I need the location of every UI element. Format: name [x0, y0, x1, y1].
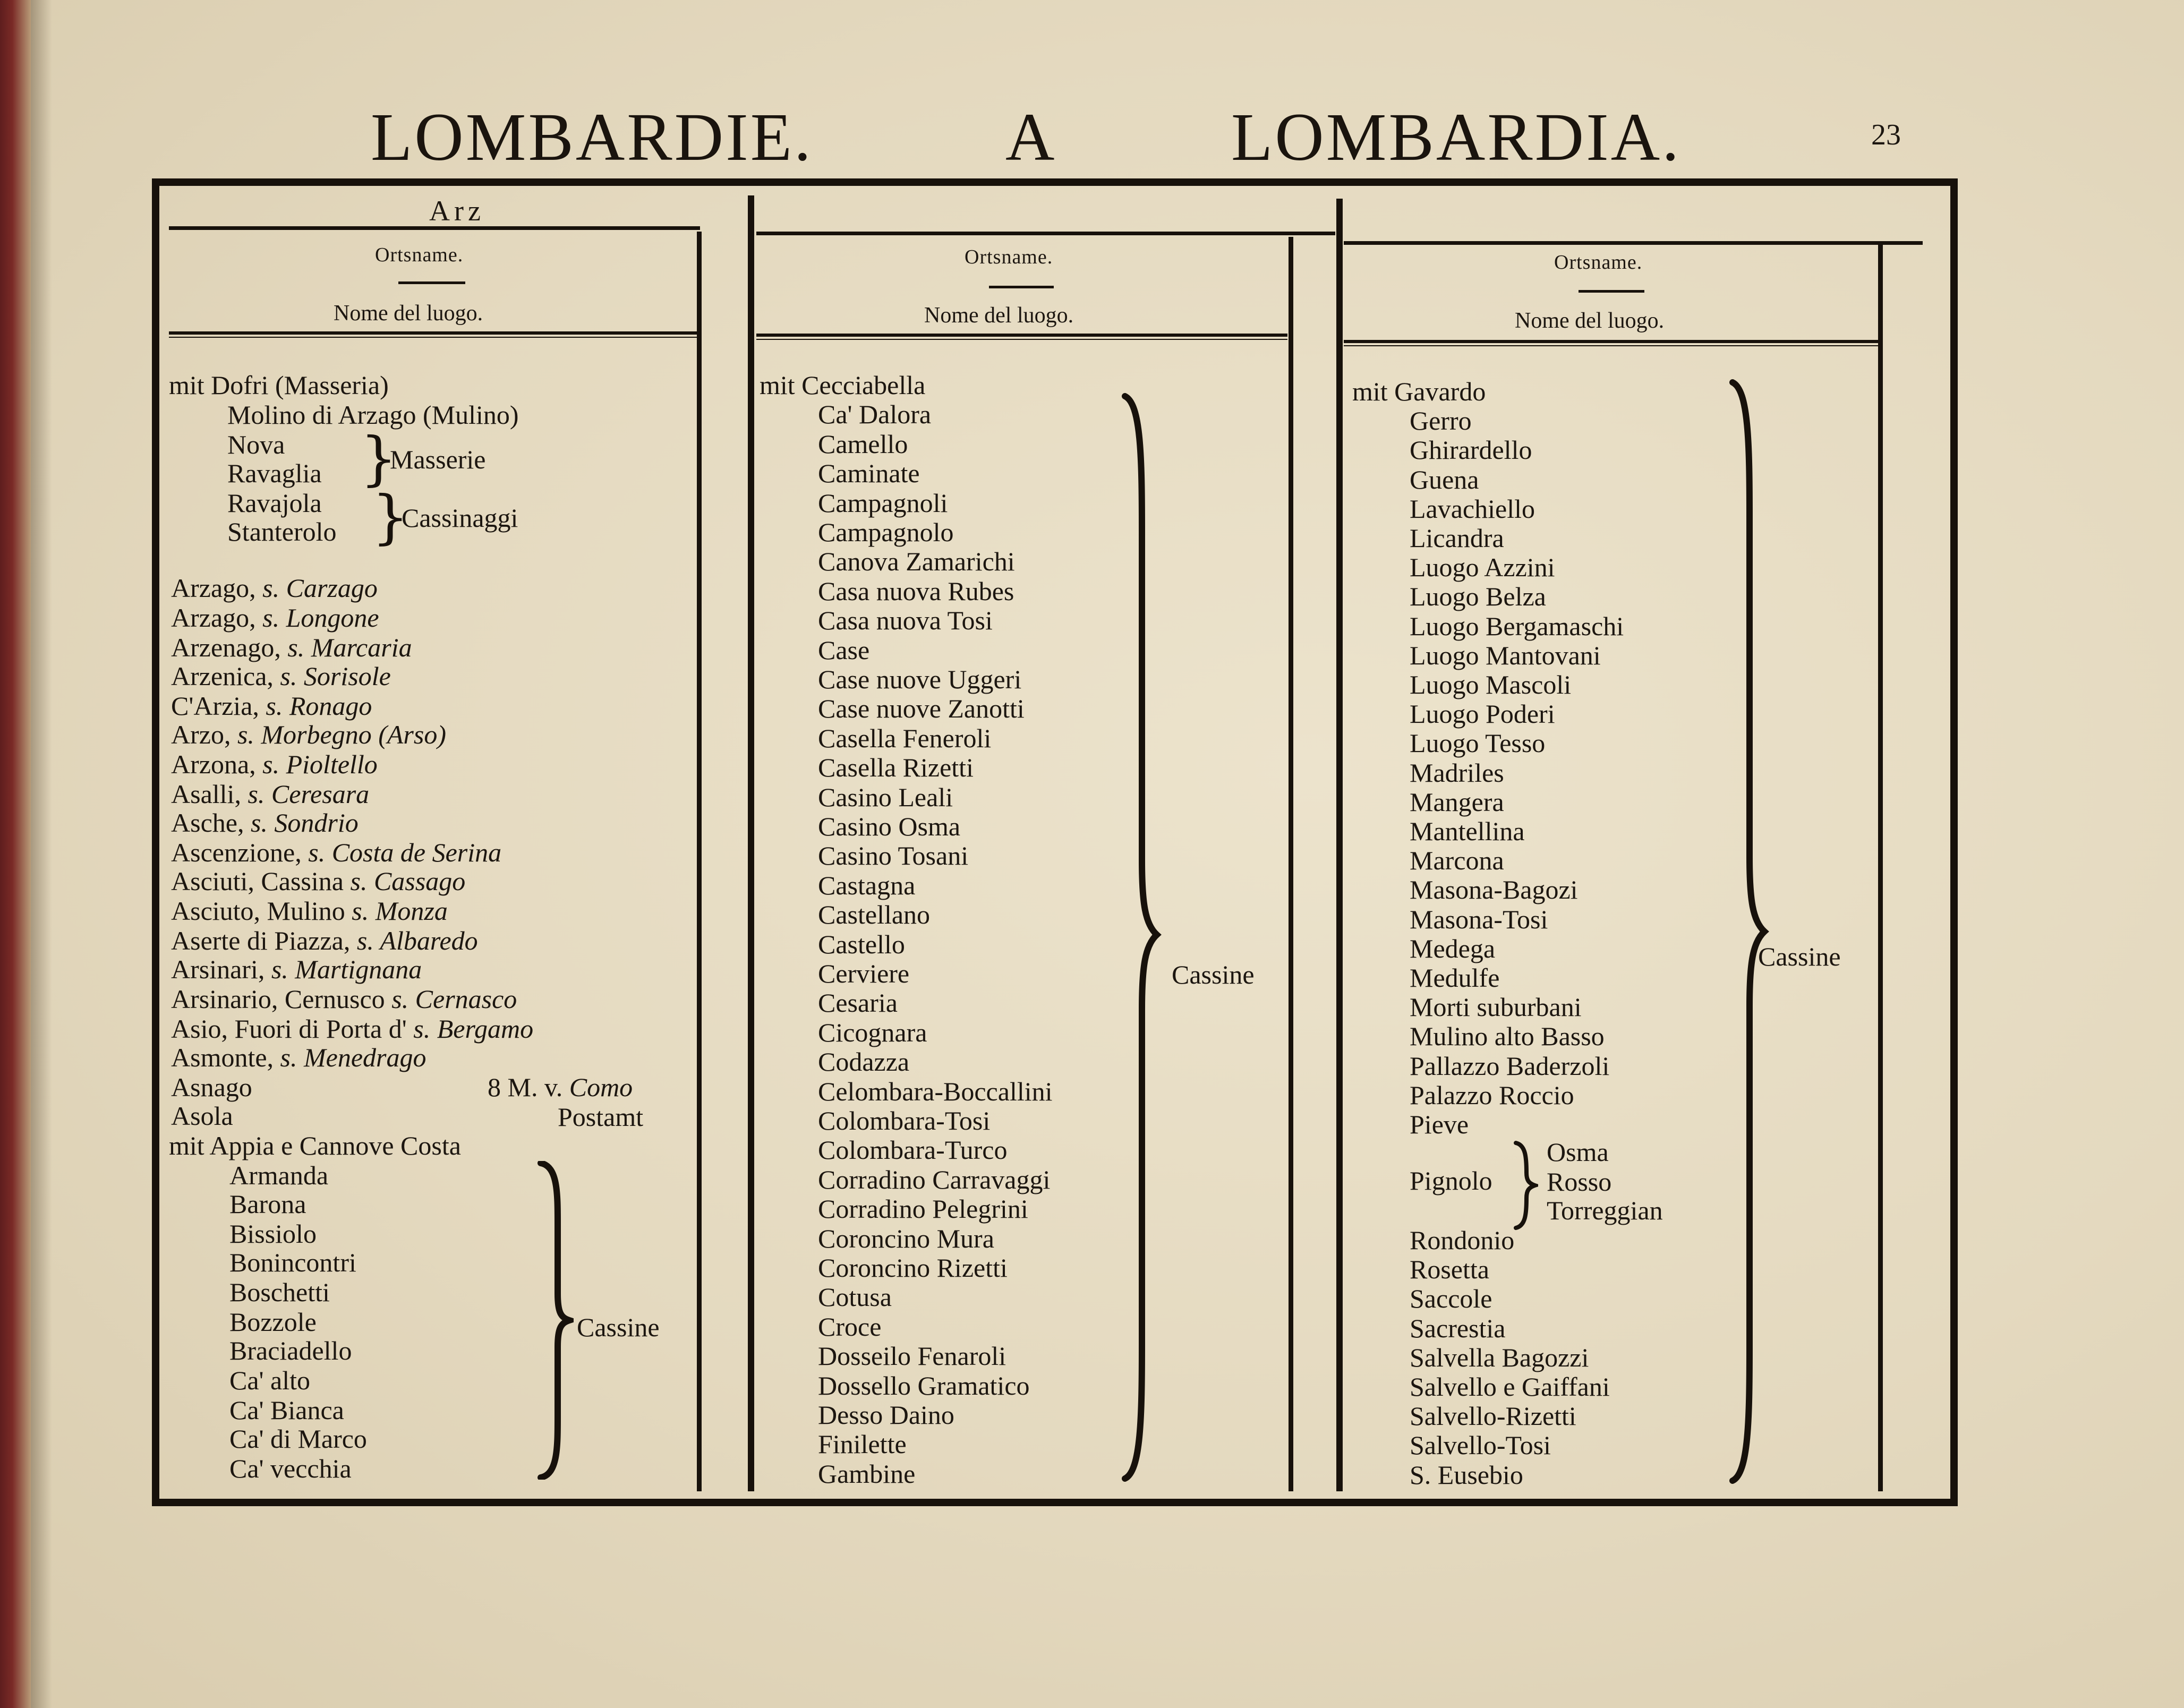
list-item: Coroncino Rizetti	[818, 1253, 1008, 1283]
list-item: Arzenica, s. Sorisole	[171, 661, 391, 691]
list-item: Casino Tosani	[818, 841, 969, 870]
list-item: Arzenago, s. Marcaria	[171, 633, 412, 662]
list-item: Asola	[171, 1101, 233, 1131]
list-item: Colombara-Tosi	[818, 1106, 991, 1135]
list-item: Asciuti, Cassina s. Cassago	[171, 866, 466, 896]
list-item: Ascenzione, s. Costa de Serina	[171, 838, 502, 867]
list-item: Asche, s. Sondrio	[171, 808, 359, 838]
list-item: Saccole	[1410, 1284, 1492, 1313]
list-item: Corradino Carravaggi	[818, 1165, 1051, 1194]
list-item: mit Dofri (Masseria)	[169, 370, 389, 400]
list-item: Asnago	[171, 1072, 252, 1102]
list-item: Bissiolo	[229, 1219, 317, 1249]
list-item: Dosseilo Fenaroli	[818, 1341, 1006, 1371]
list-item: Cicognara	[818, 1018, 927, 1047]
list-item: Croce	[818, 1312, 882, 1342]
list-item: Ca' di Marco	[229, 1424, 367, 1454]
list-item: Codazza	[818, 1047, 910, 1077]
list-item: Ca' vecchia	[229, 1454, 352, 1483]
list-item: Luogo Poderi	[1410, 699, 1555, 729]
list-item: Castello	[818, 929, 905, 959]
list-item: Arzago, s. Longone	[171, 603, 379, 633]
column-2-head-rule-bottom-2	[756, 339, 1287, 340]
list-item: Mangera	[1410, 787, 1504, 817]
running-head-right: LOMBARDIA.	[1231, 99, 1682, 175]
list-item: Molino di Arzago (Mulino)	[227, 400, 519, 430]
brace-icon	[536, 1161, 574, 1480]
list-item: Arzona, s. Pioltello	[171, 749, 378, 779]
list-item: C'Arzia, s. Ronago	[171, 691, 372, 721]
list-item: Armanda	[229, 1160, 329, 1190]
list-item: Gerro	[1410, 406, 1472, 435]
list-item: Aserte di Piazza, s. Albaredo	[171, 926, 478, 955]
list-item: Barona	[229, 1189, 306, 1219]
list-item: Cerviere	[818, 959, 910, 988]
list-item: Salvello-Tosi	[1410, 1430, 1551, 1460]
list-item: Braciadello	[229, 1336, 352, 1365]
column-divider-2	[1336, 199, 1343, 1491]
list-item: Casino Osma	[818, 812, 961, 841]
column-2-inner-rule	[1289, 237, 1293, 1491]
list-item: Pallazzo Baderzoli	[1410, 1051, 1610, 1081]
list-item: Lavachiello	[1410, 494, 1535, 524]
book-spine	[0, 0, 31, 1708]
list-item: Medega	[1410, 934, 1496, 963]
group-label: Cassinaggi	[402, 503, 518, 533]
list-item: Case	[818, 635, 870, 665]
column-3-head-rule-bottom-2	[1344, 345, 1878, 346]
list-item: Ravajola	[227, 488, 322, 518]
list-item: Asciuto, Mulino s. Monza	[171, 896, 448, 926]
column-3-heading-ortsname: Ortsname.	[1554, 251, 1643, 274]
column-2-heading-nome: Nome del luogo.	[924, 303, 1074, 328]
column-divider-1	[748, 195, 754, 1491]
column-1-head-rule-bottom-2	[169, 337, 700, 338]
group-label: Masserie	[390, 445, 486, 474]
brace-icon	[1120, 393, 1162, 1482]
list-item: Asalli, s. Ceresara	[171, 779, 370, 809]
list-item: Case nuove Uggeri	[818, 664, 1022, 694]
column-2-head-rule-top	[756, 232, 1335, 235]
list-item: Salvello e Gaiffani	[1410, 1372, 1610, 1402]
brace-icon	[1512, 1141, 1538, 1230]
list-item: Asmonte, s. Menedrago	[171, 1043, 426, 1072]
column-2-head-divider	[989, 286, 1054, 288]
running-head-left: LOMBARDIE.	[371, 99, 813, 175]
column-1-head-rule-bottom	[169, 331, 700, 335]
list-item: Torreggian	[1547, 1195, 1663, 1225]
column-3-heading-nome: Nome del luogo.	[1515, 309, 1665, 333]
list-item: Boschetti	[229, 1277, 330, 1307]
list-item: Medulfe	[1410, 963, 1500, 993]
list-item: Masona-Bagozi	[1410, 875, 1578, 904]
list-item: Campagnolo	[818, 517, 954, 547]
list-item: Sacrestia	[1410, 1313, 1506, 1343]
list-item: Rosetta	[1410, 1254, 1489, 1284]
list-item-note: Postamt	[558, 1102, 644, 1132]
list-item: Casella Rizetti	[818, 753, 974, 782]
list-item: Ca' Dalora	[818, 399, 932, 429]
list-item: mit Cecciabella	[760, 370, 926, 400]
list-item: Mantellina	[1410, 816, 1525, 846]
list-item: Cesaria	[818, 988, 898, 1018]
running-head-middle: A	[1005, 99, 1057, 175]
list-item: Canova Zamarichi	[818, 546, 1015, 576]
list-item: Casino Leali	[818, 782, 953, 812]
page-number: 23	[1871, 118, 1901, 151]
list-item: Luogo Tesso	[1410, 728, 1546, 758]
list-item: Casa nuova Rubes	[818, 576, 1014, 606]
list-item: Arzo, s. Morbegno (Arso)	[171, 720, 446, 749]
list-item: Desso Daino	[818, 1400, 954, 1430]
list-item: mit Appia e Cannove Costa	[169, 1131, 461, 1160]
list-item: Ghirardello	[1410, 435, 1532, 465]
list-item: Palazzo Roccio	[1410, 1080, 1574, 1110]
column-3-head-rule-bottom	[1344, 340, 1878, 343]
group-label: Cassine	[1758, 942, 1841, 971]
list-item: Casella Feneroli	[818, 723, 992, 753]
brace-icon: }	[360, 424, 397, 492]
list-item: Masona-Tosi	[1410, 904, 1548, 934]
list-item: Arzago, s. Carzago	[171, 573, 378, 603]
list-item: Guena	[1410, 465, 1479, 494]
list-item: Campagnoli	[818, 488, 948, 518]
list-item: Caminate	[818, 458, 920, 488]
list-item: Camello	[818, 429, 908, 459]
list-item: Castellano	[818, 900, 931, 929]
group-label: Cassine	[1172, 960, 1255, 989]
list-item: Gambine	[818, 1459, 916, 1489]
brace-icon	[1727, 379, 1770, 1484]
list-item: Luogo Belza	[1410, 582, 1546, 611]
column-3-head-divider	[1579, 290, 1644, 293]
list-item: Arsinari, s. Martignana	[171, 954, 422, 984]
list-item: Bozzole	[229, 1307, 317, 1337]
list-item: Ca' Bianca	[229, 1395, 344, 1425]
list-item: Arsinario, Cernusco s. Cernasco	[171, 984, 517, 1014]
list-item: Nova	[227, 430, 285, 459]
list-item: Dossello Gramatico	[818, 1371, 1030, 1400]
list-item: Coroncino Mura	[818, 1224, 994, 1253]
list-item: Celombara-Boccallini	[818, 1077, 1053, 1106]
column-2-heading-ortsname: Ortsname.	[965, 246, 1053, 268]
list-item: Mulino alto Basso	[1410, 1021, 1605, 1051]
column-3-inner-rule	[1878, 243, 1883, 1491]
list-item: Pignolo	[1410, 1166, 1492, 1195]
list-item: Luogo Bergamaschi	[1410, 611, 1624, 641]
column-1-heading-nome: Nome del luogo.	[334, 301, 483, 326]
list-item: Asio, Fuori di Porta d' s. Bergamo	[171, 1014, 534, 1044]
list-item: Morti suburbani	[1410, 992, 1582, 1022]
list-item: Luogo Mantovani	[1410, 640, 1601, 670]
brace-icon: }	[372, 483, 409, 551]
list-item: Finilette	[818, 1429, 907, 1459]
list-item: Salvello-Rizetti	[1410, 1401, 1576, 1431]
group-label: Cassine	[577, 1312, 660, 1342]
column-1-head-divider	[398, 281, 465, 284]
list-item: Marcona	[1410, 846, 1504, 875]
column-1-inner-rule	[697, 232, 702, 1491]
list-item: Stanterolo	[227, 517, 337, 546]
list-item: Colombara-Turco	[818, 1135, 1008, 1165]
list-item: Castagna	[818, 870, 916, 900]
gutter-shadow	[31, 0, 52, 1708]
list-item: Case nuove Zanotti	[818, 694, 1025, 723]
list-item: Rosso	[1547, 1167, 1612, 1197]
list-item: Madriles	[1410, 758, 1504, 788]
list-item-distance: 8 M. v. Como	[488, 1072, 633, 1102]
column-1-key: Arz	[429, 195, 485, 227]
column-3-head-rule-top	[1344, 241, 1923, 245]
list-item: Cotusa	[818, 1282, 892, 1312]
list-item: Osma	[1547, 1137, 1609, 1167]
list-item: Luogo Azzini	[1410, 552, 1555, 582]
list-item: Rondonio	[1410, 1225, 1515, 1255]
list-item: Luogo Mascoli	[1410, 670, 1572, 699]
column-2-head-rule-bottom	[756, 334, 1287, 337]
list-item: Salvella Bagozzi	[1410, 1343, 1589, 1372]
list-item: mit Gavardo	[1352, 377, 1486, 406]
list-item: Bonincontri	[229, 1248, 356, 1277]
list-item: Pieve	[1410, 1109, 1469, 1139]
list-item: Corradino Pelegrini	[818, 1194, 1028, 1224]
list-item: Ravaglia	[227, 458, 322, 488]
list-item: Licandra	[1410, 523, 1504, 553]
list-item: S. Eusebio	[1410, 1460, 1523, 1490]
column-1-heading-ortsname: Ortsname.	[375, 244, 464, 266]
list-item: Casa nuova Tosi	[818, 605, 993, 635]
list-item: Ca' alto	[229, 1365, 311, 1395]
